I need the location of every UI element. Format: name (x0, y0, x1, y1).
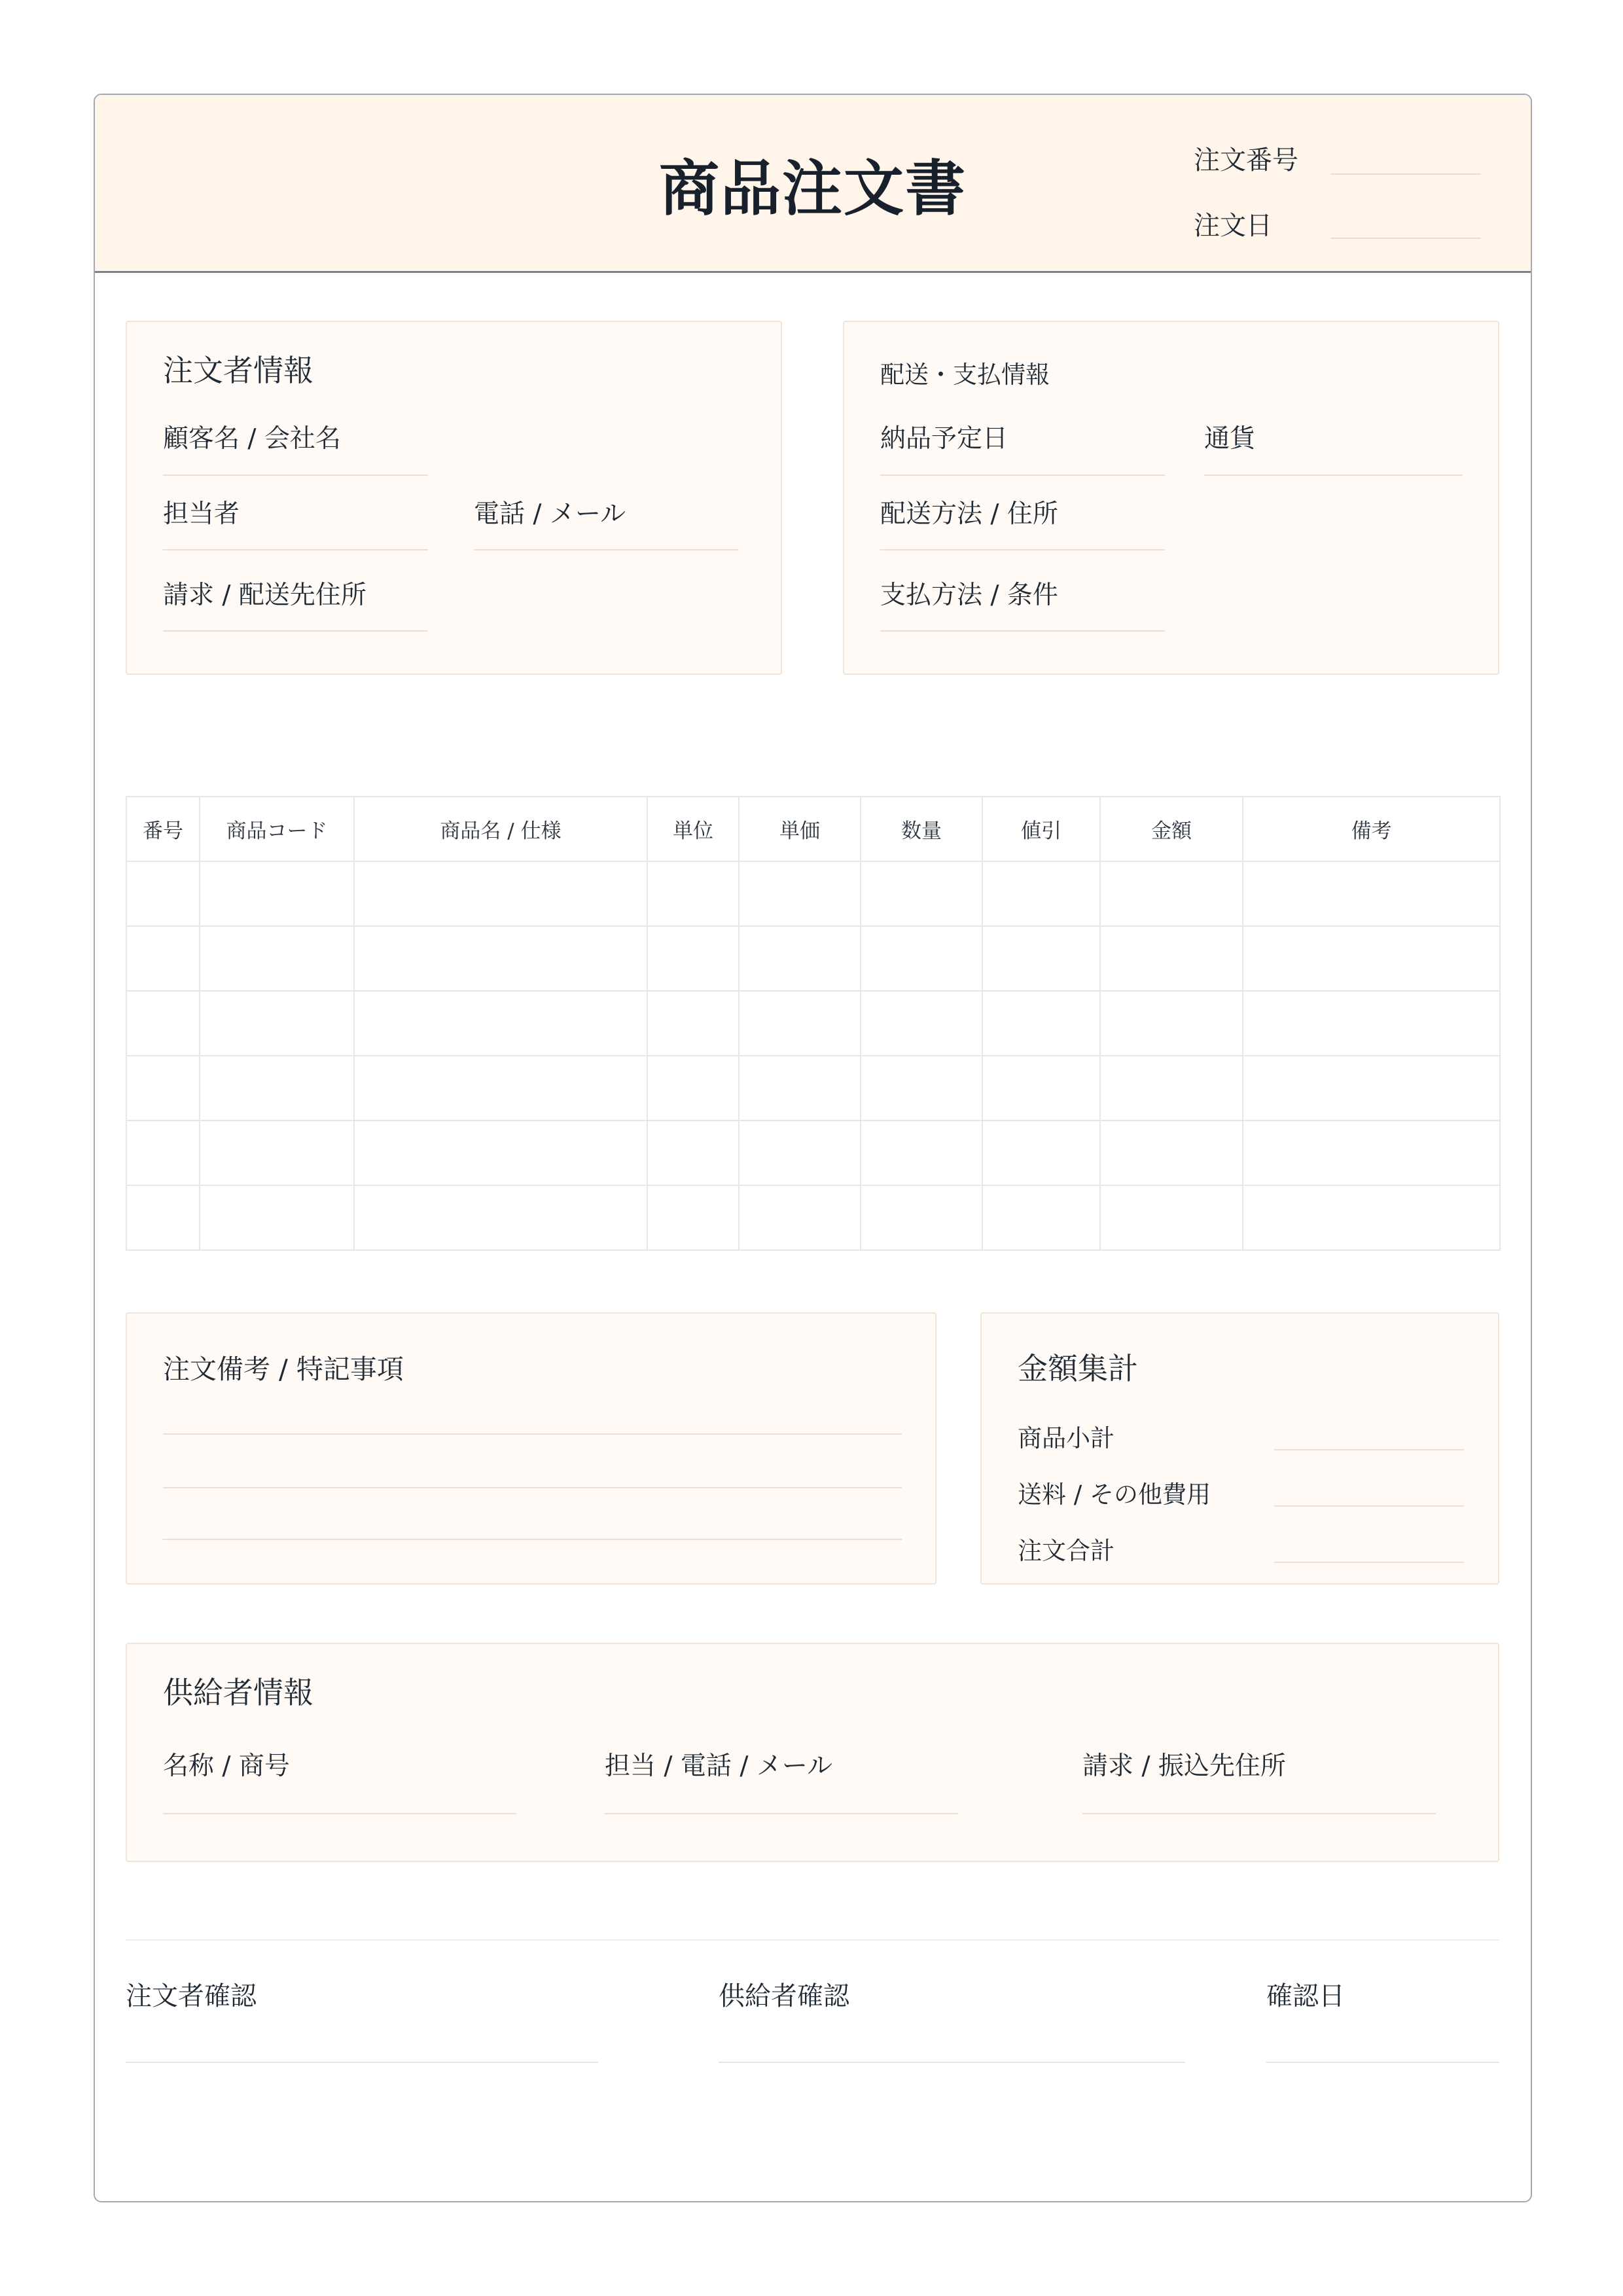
table-row (126, 1185, 1500, 1250)
table-cell[interactable] (126, 1056, 200, 1121)
page-title: 商品注文書 (658, 154, 967, 224)
table-cell[interactable] (354, 991, 647, 1056)
table-cell[interactable] (1100, 926, 1243, 991)
totals-title: 金額集計 (1018, 1351, 1138, 1386)
table-cell[interactable] (1243, 1121, 1500, 1185)
table-cell[interactable] (200, 926, 354, 991)
table-cell[interactable] (1243, 926, 1500, 991)
table-cell[interactable] (1100, 1056, 1243, 1121)
delivery-date-label: 納品予定日 (880, 424, 1008, 454)
table-cell[interactable] (647, 861, 739, 926)
table-cell[interactable] (354, 926, 647, 991)
confirmation-date-field[interactable] (1266, 2062, 1499, 2063)
column-header-quantity: 数量 (861, 797, 982, 861)
shipping-payment-box (843, 321, 1499, 675)
table-cell[interactable] (739, 1185, 861, 1250)
table-header-row (126, 797, 1500, 861)
supplier-confirmation-label: 供給者確認 (719, 1981, 849, 2011)
order-notes-title: 注文備考 / 特記事項 (163, 1354, 404, 1385)
orderer-info-box (126, 321, 782, 675)
totals-box (980, 1312, 1499, 1585)
table-row (126, 1056, 1500, 1121)
table-cell[interactable] (1243, 991, 1500, 1056)
contact-person-label: 担当者 (163, 499, 240, 529)
supplier-contact-field[interactable] (605, 1813, 958, 1814)
table-cell[interactable] (982, 926, 1100, 991)
supplier-name-label: 名称 / 商号 (163, 1751, 290, 1781)
table-cell[interactable] (982, 1056, 1100, 1121)
table-cell[interactable] (1243, 1185, 1500, 1250)
table-cell[interactable] (647, 1185, 739, 1250)
shipping-method-field[interactable] (880, 549, 1165, 550)
column-header-number: 番号 (126, 797, 200, 861)
shipping-method-label: 配送方法 / 住所 (880, 499, 1058, 529)
table-cell[interactable] (861, 1121, 982, 1185)
supplier-info-title: 供給者情報 (163, 1675, 313, 1710)
shipping-payment-title: 配送・支払情報 (880, 361, 1050, 389)
phone-email-field[interactable] (474, 549, 739, 550)
table-row (126, 991, 1500, 1056)
supplier-address-label: 請求 / 振込先住所 (1082, 1751, 1286, 1781)
table-cell[interactable] (1100, 991, 1243, 1056)
column-header-unit: 単位 (647, 797, 739, 861)
table-cell[interactable] (739, 1121, 861, 1185)
order-form-sheet (94, 94, 1532, 2202)
table-cell[interactable] (982, 1185, 1100, 1250)
customer-name-field[interactable] (163, 475, 428, 476)
payment-method-label: 支払方法 / 条件 (880, 581, 1058, 610)
column-header-product-code: 商品コード (200, 797, 354, 861)
table-cell[interactable] (1243, 861, 1500, 926)
column-header-unit-price: 単価 (739, 797, 861, 861)
table-cell[interactable] (739, 1056, 861, 1121)
table-cell[interactable] (861, 861, 982, 926)
order-number-label: 注文番号 (1194, 145, 1298, 175)
supplier-confirmation-field[interactable] (719, 2062, 1185, 2063)
signature-divider (126, 1939, 1499, 1941)
phone-email-label: 電話 / メール (474, 499, 626, 529)
table-row (126, 926, 1500, 991)
column-header-discount: 値引 (982, 797, 1100, 861)
table-cell[interactable] (647, 926, 739, 991)
table-cell[interactable] (1243, 1056, 1500, 1121)
table-cell[interactable] (126, 991, 200, 1056)
table-cell[interactable] (126, 1185, 200, 1250)
orderer-info-title: 注文者情報 (163, 353, 313, 388)
order-date-field[interactable] (1330, 238, 1481, 239)
table-cell[interactable] (354, 861, 647, 926)
order-total-label: 注文合計 (1018, 1537, 1115, 1565)
order-date-label: 注文日 (1194, 211, 1272, 241)
supplier-address-field[interactable] (1082, 1813, 1436, 1814)
table-cell[interactable] (200, 1185, 354, 1250)
table-cell[interactable] (982, 991, 1100, 1056)
billing-address-label: 請求 / 配送先住所 (163, 581, 366, 610)
table-cell[interactable] (647, 1056, 739, 1121)
currency-label: 通貨 (1204, 424, 1256, 454)
order-notes-box (126, 1312, 936, 1585)
shipping-fee-label: 送料 / その他費用 (1018, 1480, 1211, 1509)
table-cell[interactable] (126, 1121, 200, 1185)
table-cell[interactable] (739, 991, 861, 1056)
orderer-confirmation-label: 注文者確認 (126, 1981, 257, 2011)
shipping-fee-field[interactable] (1274, 1505, 1464, 1507)
delivery-date-field[interactable] (880, 475, 1165, 476)
table-cell[interactable] (739, 926, 861, 991)
table-cell[interactable] (982, 1121, 1100, 1185)
orderer-confirmation-field[interactable] (126, 2062, 598, 2063)
supplier-name-field[interactable] (163, 1813, 516, 1814)
table-cell[interactable] (126, 926, 200, 991)
table-row (126, 861, 1500, 926)
table-cell[interactable] (861, 1056, 982, 1121)
notes-line-3[interactable] (163, 1539, 902, 1540)
subtotal-label: 商品小計 (1018, 1424, 1115, 1452)
customer-name-label: 顧客名 / 会社名 (163, 424, 341, 454)
table-cell[interactable] (200, 1121, 354, 1185)
column-header-amount: 金額 (1100, 797, 1243, 861)
table-cell[interactable] (1100, 1185, 1243, 1250)
order-total-field[interactable] (1274, 1562, 1464, 1563)
supplier-contact-label: 担当 / 電話 / メール (605, 1751, 833, 1781)
items-table (126, 796, 1501, 1251)
table-cell[interactable] (647, 1121, 739, 1185)
table-cell[interactable] (200, 1056, 354, 1121)
contact-person-field[interactable] (163, 549, 428, 550)
notes-line-2[interactable] (163, 1487, 902, 1488)
subtotal-field[interactable] (1274, 1449, 1464, 1450)
form-header (95, 95, 1531, 273)
supplier-info-box (126, 1643, 1499, 1862)
table-cell[interactable] (200, 991, 354, 1056)
order-number-field[interactable] (1330, 173, 1481, 175)
table-cell[interactable] (126, 861, 200, 926)
table-row (126, 1121, 1500, 1185)
column-header-remarks: 備考 (1243, 797, 1500, 861)
table-cell[interactable] (861, 991, 982, 1056)
currency-field[interactable] (1204, 475, 1463, 476)
table-cell[interactable] (1100, 861, 1243, 926)
payment-method-field[interactable] (880, 630, 1165, 632)
billing-address-field[interactable] (163, 630, 428, 632)
table-cell[interactable] (1100, 1121, 1243, 1185)
column-header-product-name: 商品名 / 仕様 (354, 797, 647, 861)
table-cell[interactable] (354, 1121, 647, 1185)
table-cell[interactable] (354, 1185, 647, 1250)
table-cell[interactable] (647, 991, 739, 1056)
table-cell[interactable] (982, 861, 1100, 926)
table-cell[interactable] (861, 1185, 982, 1250)
items-table-body (126, 861, 1500, 1250)
table-cell[interactable] (354, 1056, 647, 1121)
table-cell[interactable] (200, 861, 354, 926)
table-cell[interactable] (739, 861, 861, 926)
table-cell[interactable] (861, 926, 982, 991)
confirmation-date-label: 確認日 (1266, 1981, 1345, 2011)
notes-line-1[interactable] (163, 1433, 902, 1435)
